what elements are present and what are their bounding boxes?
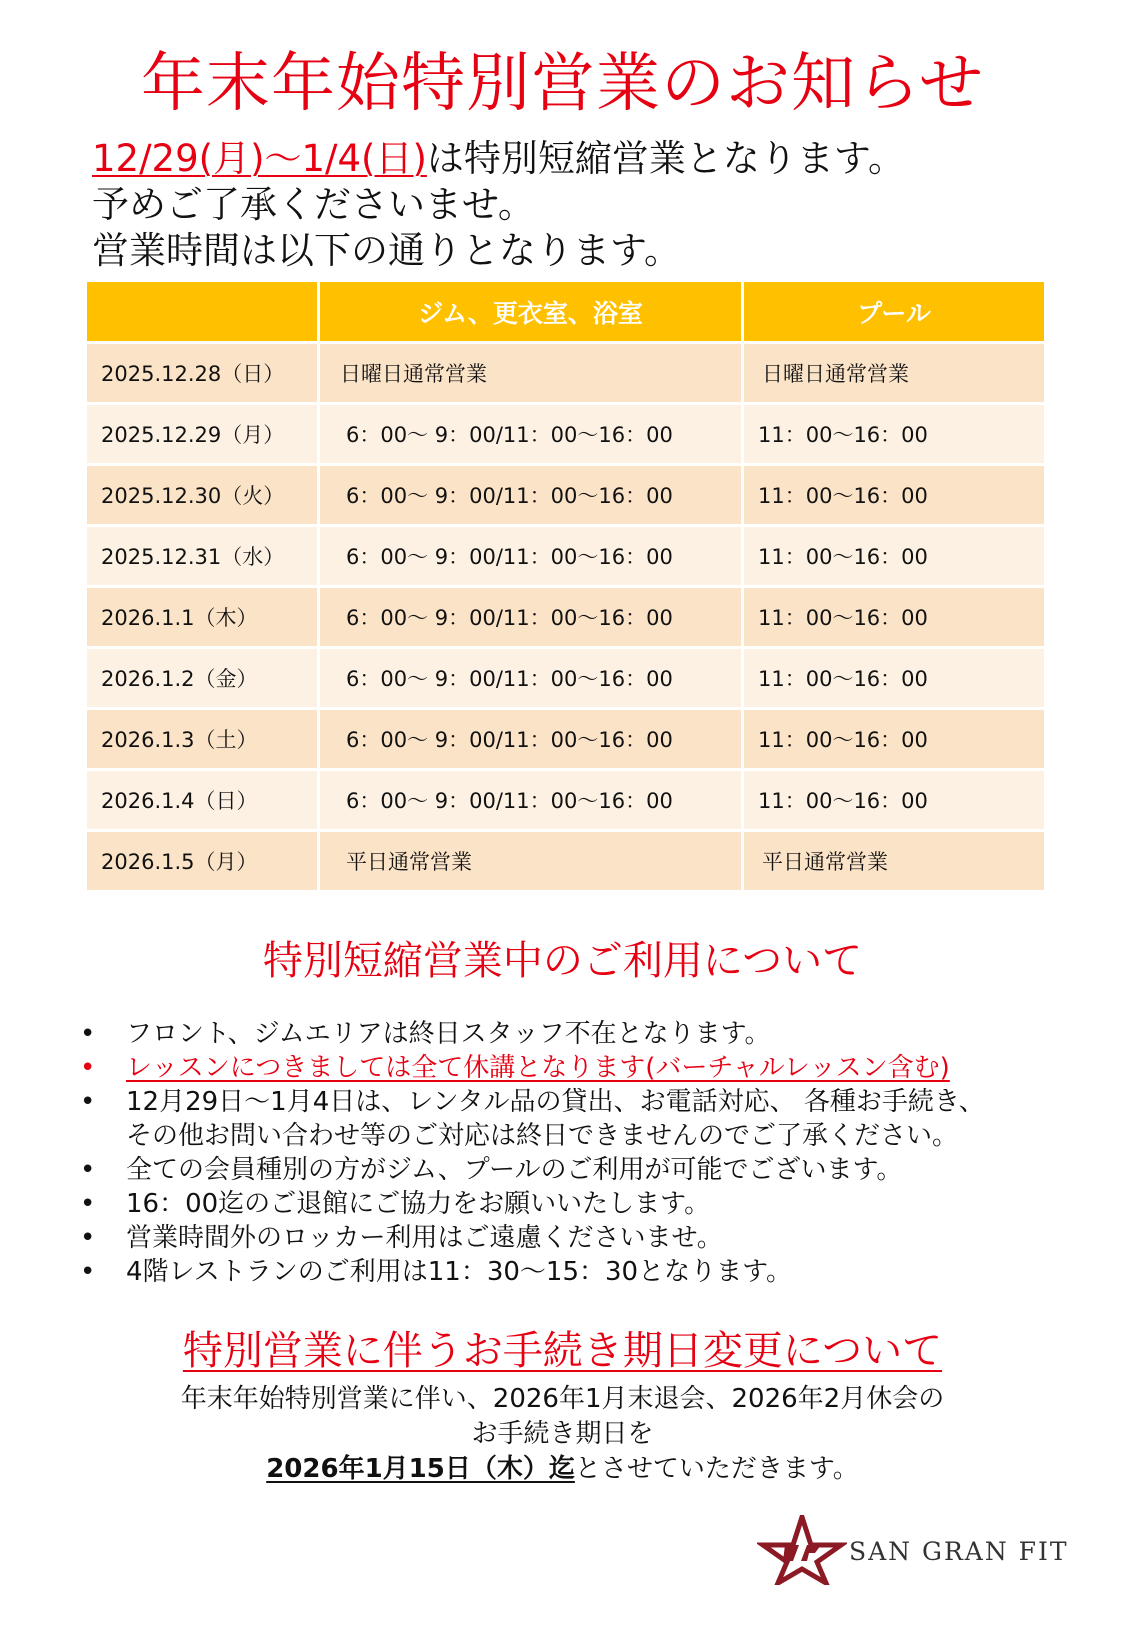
list-item [80,1017,1090,1051]
period-suffix: は特別短縮営業となります。 [426,137,905,180]
deadline-suffix: とさせていただきます。 [574,1454,859,1484]
list-item-text-cont: その他お問い合わせ等のご対応は終日できませんのでご了承ください。 [126,1121,959,1151]
brand-name: SAN GRAN FIT [849,1537,1069,1566]
cell-pool-hours: 11：00～16：00 [744,524,1044,585]
list-item-text: 4階レストランのご利用は11：30～15：30となります。 [126,1257,793,1287]
header-gym: ジム、更衣室、浴室 [320,282,744,341]
period-highlight: 12/29(月)～1/4(日) [92,137,427,180]
table-row [87,829,1044,890]
procedure-text [0,1382,1125,1487]
cell-date: 2026.1.4（日） [87,768,320,829]
procedure-line-1: 年末年始特別営業に伴い、2026年1月末退会、2026年2月休会の [180,1384,945,1414]
list-item-text: フロント、ジムエリアは終日スタッフ不在となります。 [126,1019,771,1049]
cell-date: 2025.12.31（水） [87,524,320,585]
bullet: • [80,1257,96,1287]
list-item-text: 16：00迄のご退館にご協力をお願いいたします。 [126,1189,711,1219]
usage-heading: 特別短縮営業中のご利用について [262,938,863,984]
cell-pool-hours: 11：00～16：00 [744,707,1044,768]
cell-pool-hours: 平日通常営業 [744,829,1044,890]
list-item [80,1085,1090,1153]
procedure-line-2: お手続き期日を [471,1419,654,1449]
intro-text [92,136,1092,274]
page-title: 年末年始特別営業のお知らせ [140,47,985,121]
schedule-header-row [87,282,1044,341]
usage-list [80,1017,1090,1289]
list-item-text: レッスンにつきましては全て休講となります(バーチャルレッスン含む) [126,1053,950,1083]
cell-date: 2026.1.5（月） [87,829,320,890]
list-item [80,1051,1090,1085]
table-row [87,341,1044,402]
procedure-heading-text: 特別営業に伴うお手続き期日変更について [182,1328,943,1374]
cell-gym-hours: 6：00～ 9：00/11：00～16：00 [320,585,744,646]
table-row [87,768,1044,829]
header-pool: プール [744,282,1044,341]
table-row [87,524,1044,585]
cell-gym-hours: 6：00～ 9：00/11：00～16：00 [320,524,744,585]
list-item-text: 全ての会員種別の方がジム、プールのご利用が可能でございます。 [126,1155,903,1185]
list-item-text: 営業時間外のロッカー利用はご遠慮くださいませ。 [126,1223,723,1253]
cell-pool-hours: 11：00～16：00 [744,402,1044,463]
bullet: • [80,1019,96,1049]
bullet: • [80,1189,96,1219]
list-item-text: 12月29日～1月4日は、レンタル品の貸出、お電話対応、 各種お手続き、 [126,1087,985,1117]
cell-gym-hours: 平日通常営業 [320,829,744,890]
cell-gym-hours: 6：00～ 9：00/11：00～16：00 [320,402,744,463]
bullet: • [80,1155,96,1185]
cell-date: 2026.1.3（土） [87,707,320,768]
list-item [80,1187,1090,1221]
cell-gym-hours: 6：00～ 9：00/11：00～16：00 [320,707,744,768]
bullet: • [80,1053,96,1083]
cell-pool-hours: 11：00～16：00 [744,768,1044,829]
bullet: • [80,1223,96,1253]
procedure-heading [0,1325,1125,1377]
star-logo-icon [757,1515,847,1585]
procedure-line-3 [0,1452,1125,1487]
table-row [87,707,1044,768]
deadline-date: 2026年1月15日（木）迄 [266,1454,575,1484]
brand-logo [757,1515,1097,1585]
intro-line-2: 予めご了承くださいませ。 [92,183,535,226]
list-item [80,1153,1090,1187]
table-row [87,646,1044,707]
list-item [80,1255,1090,1289]
cell-gym-hours: 6：00～ 9：00/11：00～16：00 [320,646,744,707]
header-date [87,282,320,341]
cell-date: 2025.12.30（火） [87,463,320,524]
cell-gym-hours: 6：00～ 9：00/11：00～16：00 [320,768,744,829]
cell-pool-hours: 11：00～16：00 [744,463,1044,524]
cell-date: 2026.1.2（金） [87,646,320,707]
schedule-table [87,282,1044,890]
list-item [80,1221,1090,1255]
intro-line-1 [92,136,1092,182]
table-row [87,402,1044,463]
cell-date: 2025.12.29（月） [87,402,320,463]
cell-pool-hours: 11：00～16：00 [744,646,1044,707]
cell-pool-hours: 11：00～16：00 [744,585,1044,646]
cell-gym-hours: 6：00～ 9：00/11：00～16：00 [320,463,744,524]
cell-gym-hours: 日曜日通常営業 [320,341,744,402]
table-row [87,585,1044,646]
bullet: • [80,1087,96,1117]
cell-date: 2025.12.28（日） [87,341,320,402]
cell-date: 2026.1.1（木） [87,585,320,646]
cell-pool-hours: 日曜日通常営業 [744,341,1044,402]
intro-line-3: 営業時間は以下の通りとなります。 [92,229,682,272]
table-row [87,463,1044,524]
